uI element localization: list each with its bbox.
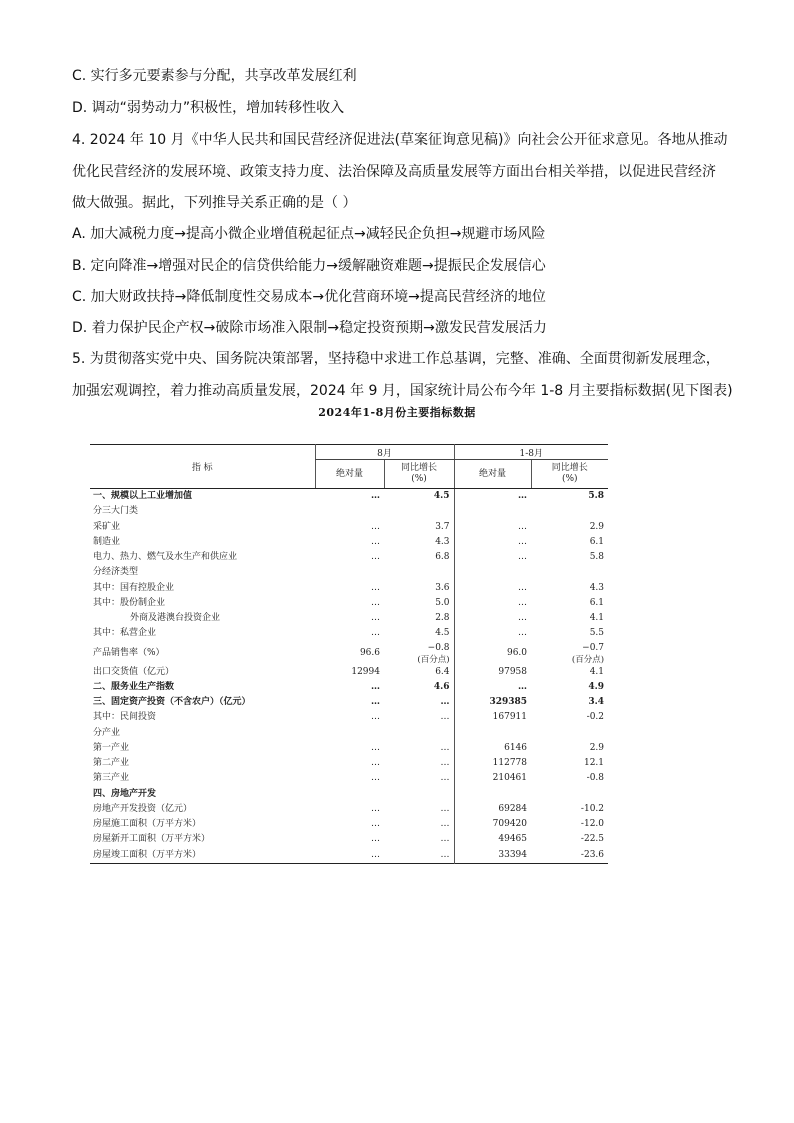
ytd-absolute-value: 329385 (454, 695, 531, 710)
ytd-yoy-growth: -0.2 (586, 712, 605, 723)
ytd-yoy-growth: 12.1 (583, 758, 605, 769)
indicator-label: 产品销售率（%） (93, 647, 165, 658)
table-row (90, 771, 608, 786)
table-row (90, 787, 608, 802)
indicator-label: 四、房地产开发 (93, 788, 157, 799)
ytd-absolute-value: … (454, 520, 531, 535)
indicator-label: 其中：股份制企业 (93, 597, 166, 608)
indicator-label: 分经济类型 (93, 567, 139, 578)
ytd-yoy-growth: -0.8 (586, 773, 605, 784)
table-row (90, 611, 608, 626)
ytd-yoy-growth: 4.3 (589, 582, 605, 593)
period-ytd-header: 1-8月 (454, 445, 608, 460)
question-5-line1: 5. 为贯彻落实党中央、国务院决策部署，坚持稳中求进工作总基调，完整、准确、全面贯彻新发展理念， (72, 351, 720, 367)
ytd-yoy-growth: -22.5 (580, 834, 605, 845)
yoy-header-ytd: 同比增长 (%) (531, 460, 608, 489)
table-row (90, 832, 608, 847)
ytd-absolute-value: … (454, 680, 531, 695)
aug-yoy-growth: 6.8 (435, 552, 450, 563)
table-row (90, 581, 608, 596)
ytd-absolute-value: … (454, 581, 531, 596)
aug-absolute-value: … (371, 773, 380, 784)
ytd-absolute-value: … (454, 535, 531, 550)
aug-yoy-growth (384, 726, 454, 741)
ytd-yoy-growth: 4.1 (589, 666, 605, 677)
aug-absolute-value: … (371, 712, 380, 723)
ytd-yoy-growth: 2.9 (589, 521, 605, 532)
aug-yoy-growth: … (440, 742, 450, 753)
ytd-yoy-growth: 6.1 (589, 536, 605, 547)
aug-absolute-value: … (371, 628, 380, 639)
ytd-yoy-growth: 2.9 (589, 742, 605, 753)
ytd-absolute-value: 97958 (454, 665, 531, 680)
ytd-absolute-value: 69284 (454, 802, 531, 817)
indicator-label: 分三大门类 (93, 506, 139, 517)
table-title: 2024年1-8月份主要指标数据 (318, 406, 476, 419)
aug-absolute-value (315, 787, 384, 802)
aug-absolute-value: … (371, 521, 380, 532)
indicator-label: 其中：民间投资 (93, 712, 157, 723)
table-row (90, 596, 608, 611)
indicator-label: 外商及港澳台投资企业 (130, 613, 221, 624)
aug-absolute-value: 96.6 (359, 647, 380, 658)
ytd-absolute-value: … (454, 596, 531, 611)
aug-absolute-value: … (371, 681, 380, 692)
ytd-yoy-growth: -10.2 (580, 803, 605, 814)
ytd-absolute-value: … (454, 611, 531, 626)
ytd-yoy-growth: −0.7 (百分点) (571, 642, 605, 665)
aug-absolute-value: … (371, 613, 380, 624)
aug-absolute-value (315, 565, 384, 580)
aug-absolute-value: … (371, 697, 380, 708)
ytd-yoy-growth: 6.1 (589, 597, 605, 608)
question-4-line3: 做大做强。据此，下列推导关系正确的是（ ） (72, 195, 357, 211)
table-row (90, 848, 608, 864)
table-row (90, 710, 608, 725)
ytd-yoy-growth (531, 504, 608, 519)
indicator-label: 第二产业 (93, 758, 130, 769)
table-row (90, 489, 608, 505)
aug-absolute-value: 12994 (351, 666, 380, 677)
aug-absolute-value (315, 726, 384, 741)
aug-yoy-growth: … (440, 712, 450, 723)
aug-yoy-growth (384, 504, 454, 519)
ytd-absolute-value: 112778 (454, 756, 531, 771)
aug-absolute-value: … (371, 597, 380, 608)
ytd-absolute-value (454, 504, 531, 519)
ytd-absolute-value: … (454, 626, 531, 641)
ytd-yoy-growth: 4.1 (589, 613, 605, 624)
table-row (90, 504, 608, 519)
table-row (90, 665, 608, 680)
aug-absolute-value (315, 504, 384, 519)
aug-yoy-growth: 4.5 (435, 628, 450, 639)
indicator-header: 指 标 (90, 445, 315, 489)
table-row (90, 520, 608, 535)
indicator-label: 电力、热力、燃气及水生产和供应业 (93, 552, 238, 563)
option-d-q4: D. 着力保护民企产权→破除市场准入限制→稳定投资预期→激发民营发展活力 (72, 320, 547, 336)
aug-yoy-growth: 4.6 (433, 681, 450, 692)
indicator-label: 采矿业 (93, 521, 121, 532)
aug-yoy-growth (384, 787, 454, 802)
indicator-label: 其中：私营企业 (93, 628, 157, 639)
table-row (90, 695, 608, 710)
ytd-absolute-value (454, 565, 531, 580)
ytd-yoy-growth (531, 565, 608, 580)
table-row (90, 642, 608, 665)
aug-yoy-growth: 3.6 (435, 582, 450, 593)
indicator-label: 分产业 (93, 727, 121, 738)
table-row (90, 741, 608, 756)
indicator-label: 第三产业 (93, 773, 130, 784)
ytd-yoy-growth: 5.8 (588, 491, 605, 502)
ytd-yoy-growth (531, 726, 608, 741)
ytd-absolute-value (454, 726, 531, 741)
table-row (90, 626, 608, 641)
option-c-q4: C. 加大财政扶持→降低制度性交易成本→优化营商环境→提高民营经济的地位 (72, 289, 546, 305)
aug-absolute-value: … (371, 819, 380, 830)
ytd-yoy-growth: 3.4 (588, 697, 605, 708)
aug-yoy-growth (384, 565, 454, 580)
table-row (90, 726, 608, 741)
ytd-absolute-value: 49465 (454, 832, 531, 847)
aug-absolute-value: … (371, 582, 380, 593)
table-row (90, 680, 608, 695)
aug-absolute-value: … (371, 742, 380, 753)
aug-yoy-growth: −0.8 (百分点) (417, 642, 450, 665)
table-row (90, 565, 608, 580)
ytd-yoy-growth: 5.5 (589, 628, 605, 639)
ytd-yoy-growth: -23.6 (580, 849, 605, 860)
aug-absolute-value: … (371, 758, 380, 769)
ytd-yoy-growth: 4.9 (588, 681, 605, 692)
aug-yoy-growth: … (440, 819, 450, 830)
indicator-label: 第一产业 (93, 742, 130, 753)
indicator-label: 其中：国有控股企业 (93, 582, 175, 593)
aug-absolute-value: … (371, 849, 380, 860)
abs-header-aug: 绝对量 (315, 460, 384, 489)
table-row (90, 550, 608, 565)
indicator-label: 制造业 (93, 536, 121, 547)
ytd-yoy-growth: -12.0 (580, 819, 605, 830)
option-b-q4: B. 定向降准→增强对民企的信贷供给能力→缓解融资难题→提振民企发展信心 (72, 258, 546, 274)
aug-yoy-growth: 3.7 (435, 521, 450, 532)
option-a-q4: A. 加大减税力度→提高小微企业增值税起征点→减轻民企负担→规避市场风险 (72, 226, 546, 242)
aug-yoy-growth: … (440, 697, 450, 708)
ytd-absolute-value: 709420 (454, 817, 531, 832)
aug-yoy-growth: … (440, 834, 450, 845)
indicator-table (90, 444, 608, 864)
aug-absolute-value: … (371, 803, 380, 814)
ytd-absolute-value: 96.0 (454, 642, 531, 665)
aug-yoy-growth: 4.5 (433, 491, 450, 502)
aug-yoy-growth: … (440, 803, 450, 814)
aug-absolute-value: … (371, 834, 380, 845)
aug-yoy-growth: 2.8 (435, 613, 450, 624)
aug-yoy-growth: … (440, 849, 450, 860)
aug-yoy-growth: 4.3 (435, 536, 450, 547)
indicator-label: 房屋竣工面积（万平方米） (93, 849, 202, 860)
period-aug-header: 8月 (315, 445, 454, 460)
aug-yoy-growth: … (440, 758, 450, 769)
option-d-q3: D. 调动“弱势动力”积极性，增加转移性收入 (72, 100, 345, 116)
indicator-label: 三、固定资产投资（不含农户）（亿元） (93, 697, 251, 708)
ytd-yoy-growth (531, 787, 608, 802)
question-4-line2: 优化民营经济的发展环境、政策支持力度、法治保障及高质量发展等方面出台相关举措，以促进民营经济 (72, 164, 716, 180)
ytd-absolute-value: 210461 (454, 771, 531, 786)
ytd-absolute-value: 6146 (454, 741, 531, 756)
aug-yoy-growth: … (440, 773, 450, 784)
question-5-line2: 加强宏观调控，着力推动高质量发展，2024 年 9 月，国家统计局公布今年 1-8 月主要指标数据(见下图表) (72, 383, 733, 399)
ytd-absolute-value: 167911 (454, 710, 531, 725)
table-row (90, 817, 608, 832)
indicator-label: 房地产开发投资（亿元） (93, 803, 193, 814)
ytd-yoy-growth: 5.8 (589, 552, 605, 563)
ytd-absolute-value: … (454, 550, 531, 565)
indicator-label: 出口交货值（亿元） (93, 666, 175, 677)
aug-absolute-value: … (371, 491, 380, 502)
indicator-label: 二、服务业生产指数 (93, 681, 175, 692)
aug-absolute-value: … (371, 552, 380, 563)
indicator-label: 房屋施工面积（万平方米） (93, 819, 202, 830)
indicator-label: 一、规模以上工业增加值 (93, 491, 193, 502)
ytd-absolute-value: … (454, 489, 531, 505)
aug-yoy-growth: 6.4 (435, 666, 450, 677)
option-c-q3: C. 实行多元要素参与分配，共享改革发展红利 (72, 68, 357, 84)
ytd-absolute-value (454, 787, 531, 802)
aug-absolute-value: … (371, 536, 380, 547)
aug-yoy-growth: 5.0 (435, 597, 450, 608)
table-row (90, 535, 608, 550)
table-row (90, 756, 608, 771)
table-row (90, 802, 608, 817)
abs-header-ytd: 绝对量 (454, 460, 531, 489)
indicator-label: 房屋新开工面积（万平方米） (93, 834, 211, 845)
yoy-header-aug: 同比增长 (%) (384, 460, 454, 489)
question-4-line1: 4. 2024 年 10 月《中华人民共和国民营经济促进法(草案征询意见稿)》向社会公开征求意见。各地从推动 (72, 132, 728, 148)
ytd-absolute-value: 33394 (454, 848, 531, 864)
